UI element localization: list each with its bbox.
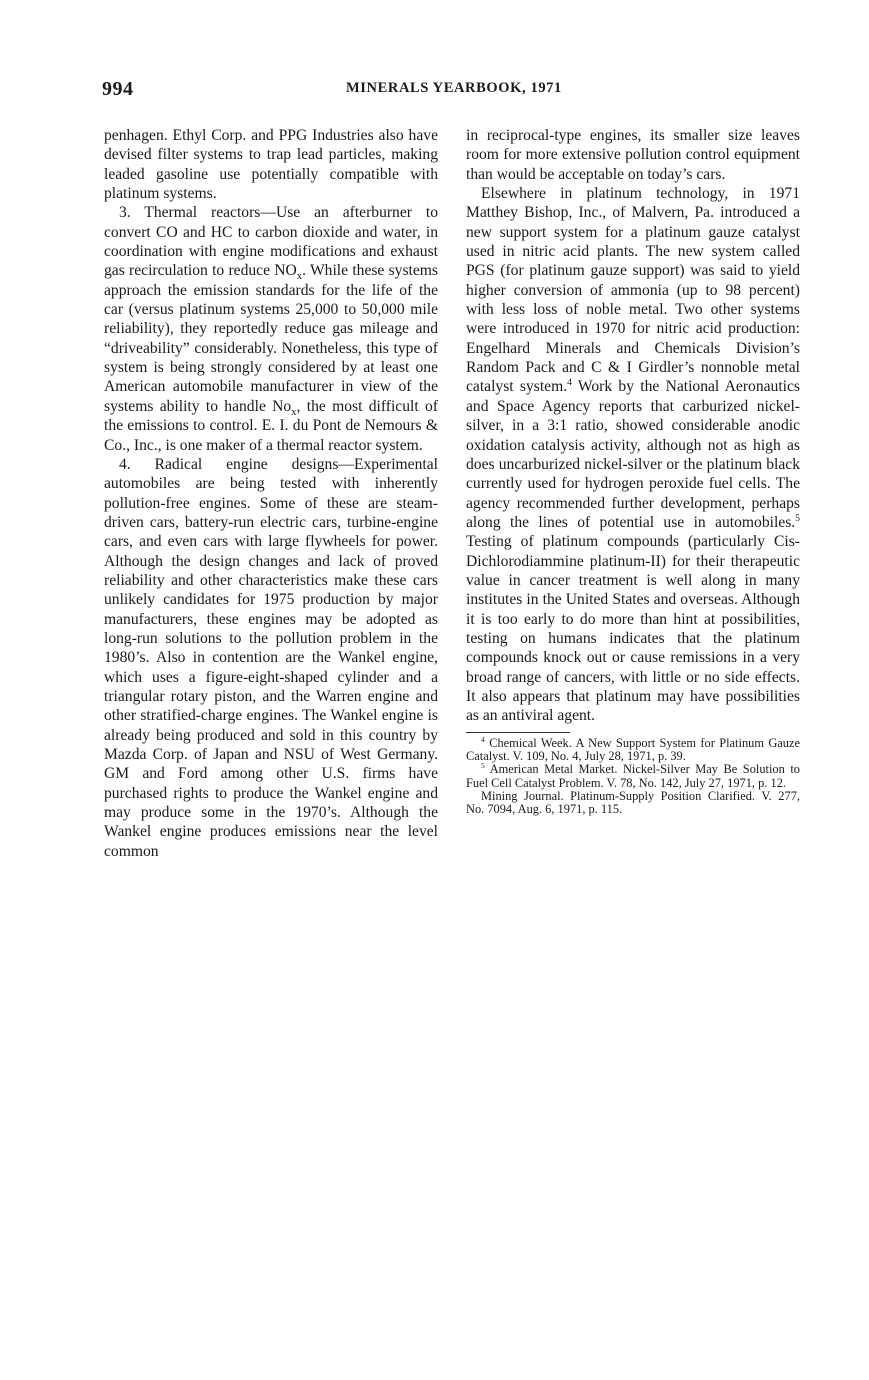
- subscript: x: [296, 271, 303, 283]
- footnote-reference: 4: [567, 377, 572, 389]
- text-run: Testing of platinum compounds (particularly Cis-Dichlorodiammine platinum-II) for their therapeutic value in cancer treatment is well along in many institutes in the United States and overseas. Although it is too early to do more than hint at possibilities, testing on humans indicates that the platinum compounds knock out or cause remissions in a very broad range of cancers, with little or no side effects. It also appears that platinum may have possibilities as an antiviral agent.: [466, 533, 800, 725]
- footnote-reference: 5: [795, 512, 800, 524]
- text-run: 3. Thermal reactors—Use an afterburner to convert CO and HC to carbon dioxide and water, in coordination with engine modifications and exhaust gas recirculation to reduce NO: [104, 204, 438, 280]
- footnotes: [466, 734, 800, 817]
- text-run: Elsewhere in platinum technology, in 1971 Matthey Bishop, Inc., of Malvern, Pa. introduced a new support system for a platinum gauze catalyst used in nitric acid plants. The new system called PGS (for platinum gauze support) was said to yield higher conversion of ammonia (up to 98 percent) with less loss of noble metal. Two other systems were introduced in 1970 for nitric acid production: Engelhard Minerals and Chemicals Division’s Random Pack and C & I Girdler’s nonnoble metal catalyst system.: [466, 185, 800, 396]
- left-column: [104, 126, 438, 861]
- text-run: , the most difficult of the emissions to control. E. I. du Pont de Nemours & Co., Inc., is one maker of a thermal reactor system.: [104, 397, 438, 454]
- footnote-number: 5: [481, 761, 485, 771]
- footnote-number: 4: [481, 734, 485, 744]
- subscript: x: [291, 406, 297, 418]
- footnote-text: Chemical Week. A New Support System for Platinum Gauze Catalyst. V. 109, No. 4, July 28, 1971, p. 39.: [466, 735, 800, 763]
- paragraph-continued: penhagen. Ethyl Corp. and PPG Industries also have devised filter systems to trap lead particles, making leaded gasoline use potentially compatible with platinum systems.: [104, 127, 438, 203]
- right-column: [466, 126, 800, 816]
- text-run: . While these systems approach the emission standards for the life of the car (versus platinum systems 25,000 to 50,000 mile reliability), they reportedly reduce gas mileage and “driveability” considerably. Nonetheless, this type of system is being strongly considered by at least one American automobile manufacturer in view of the systems ability to handle No: [104, 262, 438, 415]
- footnote-divider: [466, 732, 570, 733]
- footnote: [466, 734, 800, 764]
- text-run: Work by the National Aeronautics and Space Agency reports that carburized nickel-silver, in a 3:1 ratio, showed considerable anodic oxidation catalysis activity, although not as high as does uncarburized nickel-silver or the platinum black currently used for hydrogen peroxide fuel cells. The agency recommended further development, perhaps along the lines of potential use in automobiles.: [466, 378, 800, 531]
- paragraph-thermal-reactors: [104, 203, 438, 454]
- footnote-text: Mining Journal. Platinum-Supply Position Clarified. V. 277, No. 7094, Aug. 6, 1971, p. 115.: [466, 788, 800, 817]
- paragraph-radical-engine-designs: 4. Radical engine designs—Experimental automobiles are being tested with inherently pollution-free engines. Some of these are steam-driven cars, battery-run electric cars, turbine-engine cars, and even cars with large flywheels for power. Although the design changes and lack of proved reliability and other characteristics make these cars unlikely candidates for 1975 production by major manufacturers, these engines may be adopted as long-run solutions to the pollution problem in the 1980’s. Also in contention are the Wankel engine, which uses a figure-eight-shaped cylinder and a triangular rotary piston, and the Warren engine and other stratified-charge engines. The Wankel engine is already being produced and sold in this country by Mazda Corp. of Japan and NSU of West Germany. GM and Ford among other U.S. firms have purchased rights to produce the Wankel engine and may produce some in the 1970’s. Although the Wankel engine produces emissions near the level common: [104, 455, 438, 860]
- page-number: 994: [102, 78, 134, 100]
- footnote-text: American Metal Market. Nickel-Silver May Be Solution to Fuel Cell Catalyst Problem. V. 78, No. 142, July 27, 1971, p. 12.: [466, 762, 800, 790]
- paragraph-continued: in reciprocal-type engines, its smaller size leaves room for more extensive pollution control equipment than would be acceptable on today’s cars.: [466, 127, 800, 183]
- paragraph-platinum-technology: [466, 184, 800, 726]
- footnote: [466, 790, 800, 817]
- footnote: [466, 763, 800, 790]
- running-title: MINERALS YEARBOOK, 1971: [346, 80, 562, 96]
